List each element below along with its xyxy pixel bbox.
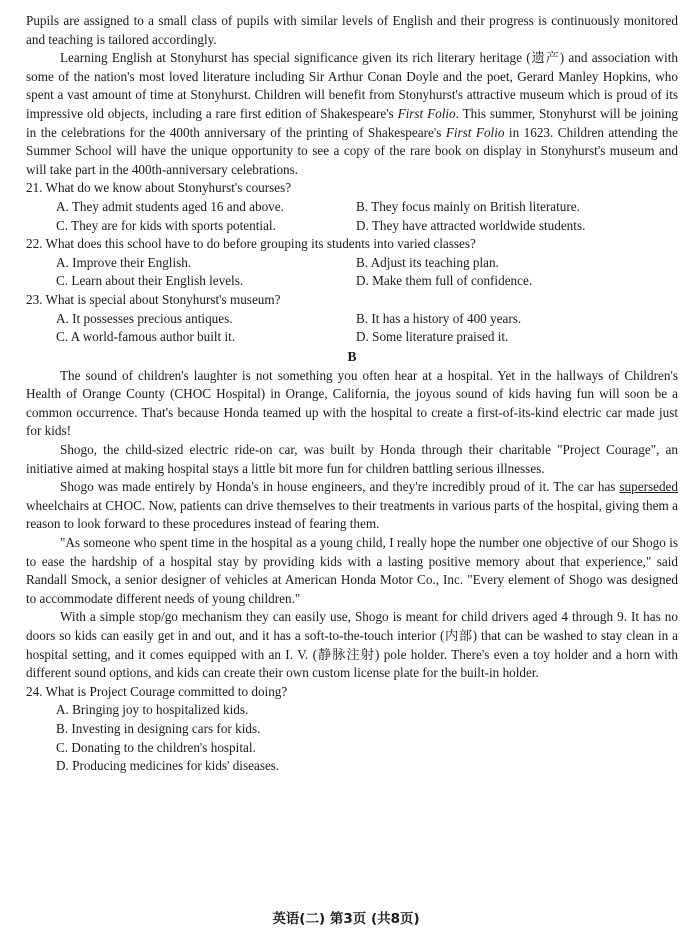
option-b: B. It has a history of 400 years.: [356, 310, 522, 326]
question-21: [26, 179, 678, 235]
passage-b-paragraph-2: Shogo, the child-sized electric ride-on car, was built by Honda through their charitable "Project Courage", an initiative aimed at making hospital stays a little bit more fun for children battling serious illnesses.: [26, 442, 678, 476]
underlined-word: superseded: [619, 479, 678, 495]
section-b-heading: B: [347, 348, 357, 364]
question-stem: 24. What is Project Courage committed to doing?: [26, 683, 288, 699]
passage-b-paragraph-4: "As someone who spent time in the hospital as a young child, I really hope the number one objective of our Shogo is to ease the hardship of a hospital stay by providing kids with a lasting positive memory about that experience," said Randall Smock, a senior designer of vehicles at American Honda Motor Co., Inc. "Every element of Shogo was designed to accommodate different needs of young children.": [26, 535, 678, 606]
question-stem: 21. What do we know about Stonyhurst's courses?: [26, 180, 292, 196]
option-d: D. Some literature praised it.: [356, 329, 509, 345]
question-stem: 22. What does this school have to do before grouping its students into varied classes?: [26, 236, 476, 252]
passage-a-intro: Pupils are assigned to a small class of pupils with similar levels of English and their progress is continuously monitored and teaching is tailored accordingly.: [26, 13, 678, 47]
passage-b-paragraph-5: With a simple stop/go mechanism they can easily use, Shogo is meant for child drivers aged 4 through 9. It has no doors so kids can easily get in and out, and it has a soft-to-the-touch interior (内部) that can be washed to stay clean in a hospital setting, and it comes equipped with an I. V. (静脉注射) pole holder. There's even a toy holder and a horn with different sound options, and kids can create their own custom license plate for the built-in holder.: [26, 609, 678, 681]
question-24: [26, 683, 678, 776]
option-c: C. Donating to the children's hospital.: [56, 739, 256, 755]
option-d: D. Make them full of confidence.: [356, 273, 533, 289]
question-23: [26, 291, 678, 347]
option-a: A. Bringing joy to hospitalized kids.: [56, 702, 249, 718]
passage-a-heritage-paragraph: Learning English at Stonyhurst has special significance given its rich literary heritage (遗产) and association with some of the nation's most loved literature including Sir Arthur Conan Doyle and the poet, Gerard Manley Hopkins, who spent a vast amount of time at Stonyhurst. Children will benefit from Stonyhurst's attractive museum which is proud of its impressive old objects, including a rare first edition of Shakespeare's First Folio. This summer, Stonyhurst will be joining in the celebrations for the 400th anniversary of the printing of Shakespeare's First Folio in 1623. Children attending the Summer School will have the unique opportunity to see a copy of the rare book on display in Stonyhurst's museum and will take part in the 400th-anniversary celebrations.: [26, 50, 679, 177]
passage-b-paragraph-1: The sound of children's laughter is not something you often hear at a hospital. Yet in the hallways of Children's Health of Orange County (CHOC Hospital) in Orange, California, the joyous sound of kids having fun will soon be a common occurrence. That's because Honda teamed up with the hospital to create a first-of-its-kind electric car made just for kids!: [26, 367, 678, 439]
option-a: A. Improve their English.: [56, 254, 192, 270]
option-c: C. They are for kids with sports potential.: [56, 217, 276, 233]
option-b: B. Investing in designing cars for kids.: [56, 720, 261, 736]
option-c: C. Learn about their English levels.: [56, 273, 244, 289]
question-stem: 23. What is special about Stonyhurst's museum?: [26, 291, 281, 307]
passage-b-paragraph-3: Shogo was made entirely by Honda's in house engineers, and they're incredibly proud of it. The car has superseded wheelchairs at CHOC. Now, patients can drive themselves to their treatments in various parts of the hospital, giving them a reason to look forward to these procedures instead of fearing them.: [26, 479, 678, 532]
page-footer: 英语(二) 第3页 (共8页): [272, 911, 420, 927]
option-a: A. It possesses precious antiques.: [56, 310, 233, 326]
option-d: D. They have attracted worldwide students.: [356, 217, 586, 233]
question-22: [26, 235, 678, 291]
option-b: B. Adjust its teaching plan.: [356, 254, 499, 270]
option-b: B. They focus mainly on British literature.: [356, 198, 580, 214]
option-d: D. Producing medicines for kids' diseases.: [56, 758, 280, 774]
option-a: A. They admit students aged 16 and above.: [56, 198, 284, 214]
option-c: C. A world-famous author built it.: [56, 329, 236, 345]
